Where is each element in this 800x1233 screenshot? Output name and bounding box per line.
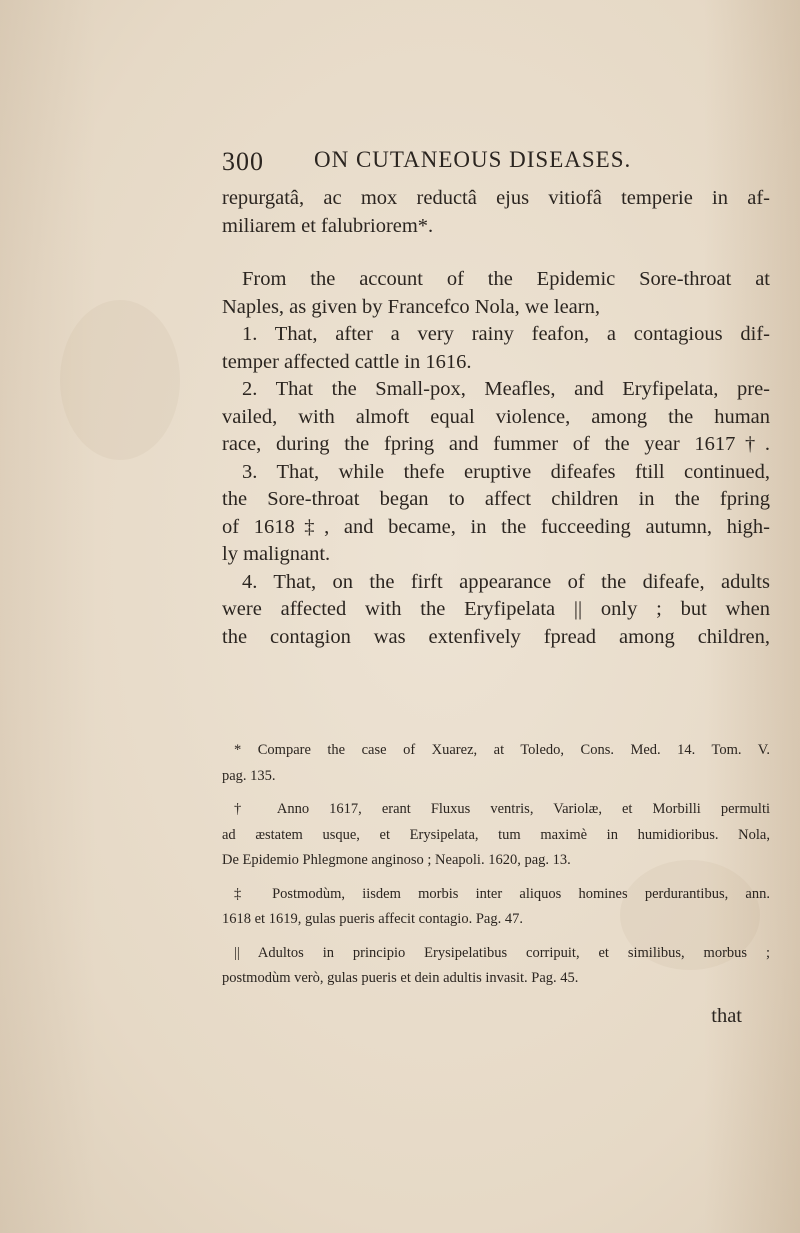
text-line: temper affected cattle in 1616. <box>222 350 472 373</box>
list-item-4: 4. That, on the firft appearance of the difeafe, adults <box>242 570 770 593</box>
paragraph-first-line: From the account of the Epidemic Sore-throat at <box>242 268 770 290</box>
footnote-line: † Anno 1617, erant Fluxus ventris, Variolæ, et Morbilli permulti <box>234 801 770 817</box>
text-line: race, during the fpring and fummer of the year 1617†. <box>222 433 770 455</box>
footnote-line: pag. 135. <box>222 767 276 784</box>
footnote-line: * Compare the case of Xuarez, at Toledo, Cons. Med. 14. Tom. V. <box>234 742 770 758</box>
text-line: were affected with the Eryfipelata || only ; but when <box>222 598 770 620</box>
body-text <box>222 185 770 651</box>
footnote-line: ad æstatem usque, et Erysipelata, tum maximè in humidioribus. Nola, <box>222 826 770 843</box>
catchword: that <box>711 1005 742 1027</box>
footnotes <box>222 738 770 992</box>
page-number: 300 <box>222 147 264 176</box>
list-item-1: 1. That, after a very rainy feafon, a contagious dif- <box>242 323 770 345</box>
footnote-line: postmodùm verò, gulas pueris et dein adultis invasit. Pag. 45. <box>222 970 579 986</box>
text-line: Naples, as given by Francefco Nola, we learn, <box>222 295 600 318</box>
footnote-line: 1618 et 1619, gulas pueris affecit contagio. Pag. 47. <box>222 911 523 927</box>
footnote-line: || Adultos in principio Erysipelatibus corripuit, et similibus, morbus ; <box>234 944 770 961</box>
text-line: vailed, with almoft equal violence, among the human <box>222 405 770 428</box>
list-item-3: 3. That, while thefe eruptive difeafes ftill continued, <box>242 460 770 483</box>
text-line: of 1618‡, and became, in the fucceeding autumn, high- <box>222 515 770 538</box>
text-line: repurgatâ, ac mox reductâ ejus vitiofâ temperie in af- <box>222 187 770 209</box>
footnote-line: De Epidemio Phlegmone anginoso ; Neapoli. 1620, pag. 13. <box>222 852 571 868</box>
text-line: miliarem et falubriorem*. <box>222 214 434 237</box>
footnote-line: ‡ Postmodùm, iisdem morbis inter aliquos homines perdurantibus, ann. <box>234 885 770 902</box>
text-line: the Sore-throat began to affect children in the fpring <box>222 488 770 510</box>
text-line: the contagion was extenfively fpread among children, <box>222 625 770 648</box>
text-line: ly malignant. <box>222 543 331 565</box>
list-item-2: 2. That the Small-pox, Meafles, and Eryfipelata, pre- <box>242 378 770 400</box>
running-head: ON CUTANEOUS DISEASES. <box>314 147 632 172</box>
paper-stain <box>60 300 180 460</box>
page-header <box>222 143 652 183</box>
